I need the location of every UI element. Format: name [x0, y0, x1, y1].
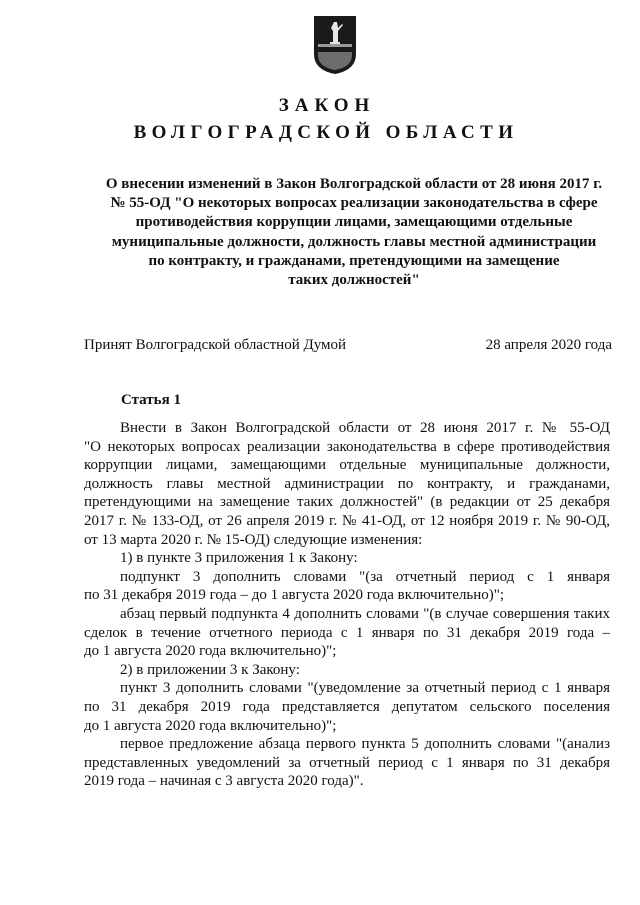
article-text-line: 2017 г. № 133-ОД, от 26 апреля 2019 г. № 41-ОД, от 12 ноября 2019 г. № 90-ОД, — [84, 512, 610, 529]
article-text-line: представленных уведомлений за отчетный период с 1 января по 31 декабря — [84, 754, 610, 771]
article-text-line: пункт 3 дополнить словами "(уведомление за отчетный период с 1 января — [120, 680, 610, 697]
article-text-line: подпункт 3 дополнить словами "(за отчетный период с 1 января — [120, 568, 610, 585]
article-body — [84, 419, 610, 791]
article-text-line: сделок в течение отчетного периода с 1 января по 31 декабря 2019 года – — [84, 624, 610, 641]
law-subject-heading — [84, 175, 624, 290]
subject-line: № 55-ОД "О некоторых вопросах реализации законодательства в сфере — [110, 195, 598, 212]
article-text-line: по 31 декабря 2019 года представляется депутатом сельского поселения — [84, 698, 610, 715]
article-text-line: до 1 августа 2020 года включительно)"; — [84, 717, 337, 734]
subject-line: таких должностей" — [288, 272, 420, 289]
subject-line: противодействия коррупции лицами, замещающими отдельные — [135, 214, 573, 231]
article-text-line: до 1 августа 2020 года включительно)"; — [84, 643, 337, 660]
article-text-line: претендующими на замещение таких должностей" (в редакции от 25 декабря — [84, 494, 610, 511]
article-text-line: 2019 года – начиная с 3 августа 2020 года)". — [84, 773, 364, 790]
subject-line: О внесении изменений в Закон Волгоградской области от 28 июня 2017 г. — [105, 176, 603, 192]
adoption-date: 28 апреля 2020 года — [485, 337, 612, 353]
article-text-line: 2) в приложении 3 к Закону: — [120, 661, 300, 678]
article-text-line: "О некоторых вопросах реализации законодательства в сфере противодействия — [84, 438, 610, 455]
article-text-line: первое предложение абзаца первого пункта 5 дополнить словами "(анализ — [120, 736, 610, 753]
subject-line: по контракту, и гражданами, претендующими на замещение — [148, 252, 560, 269]
volgograd-coat-of-arms-icon — [312, 14, 358, 76]
law-title: ЗАКОН — [278, 95, 376, 116]
article-text-line: Внести в Закон Волгоградской области от 28 июня 2017 г. № 55-ОД — [120, 420, 610, 436]
article-text-line: 1) в пункте 3 приложения 1 к Закону: — [120, 550, 358, 567]
article-text-line: должность главы местной администрации по контракту, и гражданами, — [84, 475, 610, 492]
adopted-by-text: Принят Волгоградской областной Думой — [84, 337, 347, 353]
article-heading: Статья 1 — [121, 392, 181, 408]
article-text-line: от 13 марта 2020 г. № 15-ОД) следующие изменения: — [84, 531, 423, 548]
article-text-line: по 31 декабря 2019 года – до 1 августа 2020 года включительно)"; — [84, 587, 505, 604]
article-text-line: коррупции лицами, замещающими отдельные муниципальные должности, — [84, 457, 610, 474]
article-text-line: абзац первый подпункта 4 дополнить словами "(в случае совершения таких — [120, 605, 610, 622]
subject-line: муниципальные должности, должность главы местной администрации — [111, 233, 597, 250]
region-title: ВОЛГОГРАДСКОЙ ОБЛАСТИ — [133, 122, 519, 143]
